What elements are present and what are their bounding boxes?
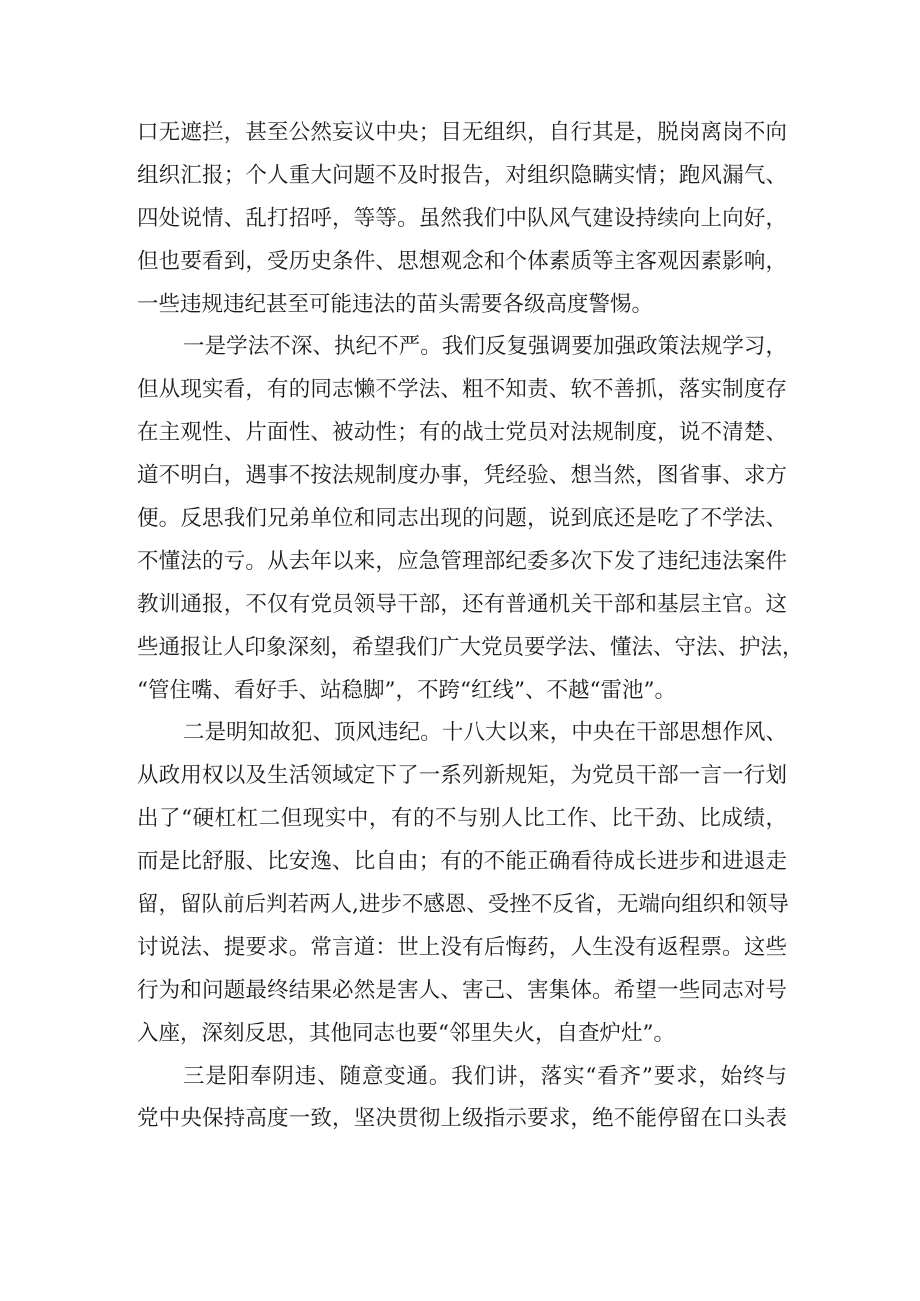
text-line: 四处说情、乱打招呼，等等。虽然我们中队风气建设持续向上向好， [137,205,787,231]
text-line: 便。反思我们兄弟单位和同志出现的问题，说到底还是吃了不学法、 [137,506,787,532]
text-line: 从政用权以及生活领域定下了一系列新规矩，为党员干部一言一行划 [137,763,787,789]
text-line: 不懂法的亏。从去年以来，应急管理部纪委多次下发了违纪违法案件 [137,548,787,574]
text-line: 但从现实看，有的同志懒不学法、粗不知责、软不善抓，落实制度存 [137,377,787,403]
text-line: 组织汇报；个人重大问题不及时报告，对组织隐瞒实情；跑风漏气、 [137,162,787,188]
text-line: 教训通报，不仅有党员领导干部，还有普通机关干部和基层主官。这 [137,591,787,617]
text-line: 留，留队前后判若两人,进步不感恩、受挫不反省，无端向组织和领导 [137,892,789,918]
paragraph-point-one [137,326,804,712]
text-line: 但也要看到，受历史条件、思想观念和个体素质等主客观因素影响， [137,248,787,274]
text-line: 而是比舒服、比安逸、比自由；有的不能正确看待成长进步和进退走 [137,849,787,875]
paragraph-point-three [137,1056,787,1142]
text-line: “管住嘴、看好手、站稳脚”，不跨“红线”、不越“雷池”。 [137,677,676,703]
text-line: 口无遮拦，甚至公然妄议中央；目无组织，自行其是，脱岗离岗不向 [137,120,787,145]
text-line: 在主观性、片面性、被动性；有的战士党员对法规制度，说不清楚、 [137,420,787,446]
text-line: 些通报让人印象深刻，希望我们广大党员要学法、懂法、守法、护法， [137,634,804,660]
text-line: 讨说法、提要求。常言道：世上没有后悔药，人生没有返程票。这些 [137,934,787,960]
text-line: 党中央保持高度一致，坚决贯彻上级指示要求，绝不能停留在口头表 [137,1106,787,1132]
text-line: 一些违规违纪甚至可能违法的苗头需要各级高度警惕。 [137,291,654,317]
paragraph-intro-continued [137,112,787,326]
text-line: 行为和问题最终结果必然是害人、害己、害集体。希望一些同志对号 [137,977,787,1003]
text-line: 二是明知故犯、顶风违纪。十八大以来，中央在干部思想作风、 [183,720,787,746]
text-line: 一是学法不深、执纪不严。我们反复强调要加强政策法规学习， [183,334,787,360]
text-line: 三是阳奉阴违、随意变通。我们讲，落实“看齐”要求，始终与 [183,1063,787,1089]
text-line: 道不明白，遇事不按法规制度办事，凭经验、想当然，图省事、求方 [137,463,787,489]
text-line: 出了“硬杠杠二但现实中，有的不与别人比工作、比干劲、比成绩， [137,806,787,832]
paragraph-point-two [137,712,787,1055]
document-body [137,112,804,1141]
text-line: 入座，深刻反思，其他同志也要“邻里失火，自查炉灶”。 [137,1020,675,1046]
